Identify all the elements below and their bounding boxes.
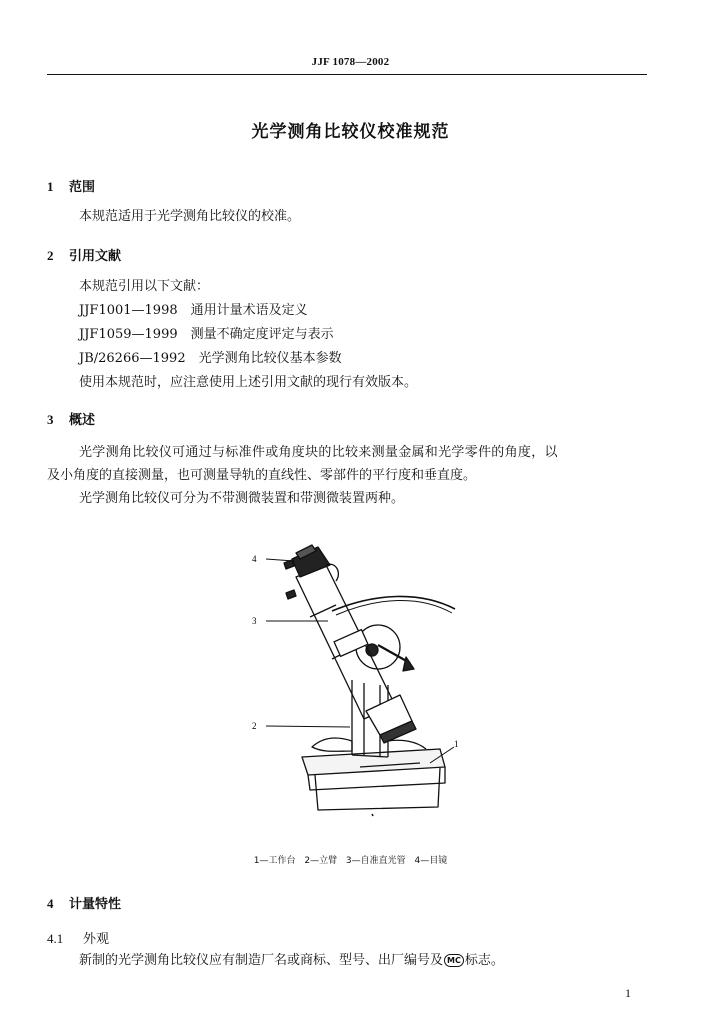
overview-line-2: 及小角度的直接测量，也可测量导轨的直线性、零部件的平行度和垂直度。 [47,468,477,483]
running-header: JJF 1078—2002 [311,56,390,68]
appearance-text [79,952,504,970]
figure-label-1: 1 [454,739,459,749]
reference-item: JJF1001—1998 通用计量术语及定义 [79,303,308,318]
overview-paragraph-2: 光学测角比较仪可分为不带测微装置和带测微装置两种。 [79,491,405,506]
section-1-heading [47,176,95,195]
header-rule [47,74,647,75]
overview-line-1: 光学测角比较仪可通过与标准件或角度块的比较来测量金属和光学零件的角度，以 [79,445,558,460]
section-number: 2 [47,248,54,263]
reference-item: JB/26266—1992 光学测角比较仪基本参数 [79,351,342,366]
comparator-drawing [240,535,480,825]
subsection-number: 4.1 [47,931,64,946]
instrument-figure [240,535,480,825]
section-title: 范围 [69,180,96,195]
section-2-heading [47,245,121,264]
page-number: 1 [625,986,631,1000]
section-1-text: 本规范适用于光学测角比较仪的校准。 [79,209,301,224]
section-3-heading [47,409,95,428]
figure-label-2: 2 [252,721,257,731]
section-title: 概述 [69,413,96,428]
references-note: 使用本规范时，应注意使用上述引用文献的现行有效版本。 [79,375,418,390]
subsection-4-1-heading [47,928,109,947]
figure-label-3: 3 [252,616,257,626]
appearance-text-before: 新制的光学测角比较仪应有制造厂名或商标、型号、出厂编号及 [79,953,444,968]
subsection-title: 外观 [83,932,110,947]
section-title: 计量特性 [69,897,122,912]
section-4-heading [47,893,121,912]
figure-label-4: 4 [252,554,257,564]
section-number: 4 [47,896,54,911]
figure-caption: 1—工作台 2—立臂 3—自准直光管 4—目镜 [253,856,448,866]
section-number: 1 [47,179,54,194]
section-title: 引用文献 [69,249,122,264]
mc-certification-mark: MC [444,954,464,967]
appearance-text-after: 标志。 [464,953,504,968]
section-number: 3 [47,412,54,427]
document-title: 光学测角比较仪校准规范 [251,122,450,142]
reference-item: JJF1059—1999 测量不确定度评定与表示 [79,327,334,342]
references-intro: 本规范引用以下文献： [79,279,210,294]
